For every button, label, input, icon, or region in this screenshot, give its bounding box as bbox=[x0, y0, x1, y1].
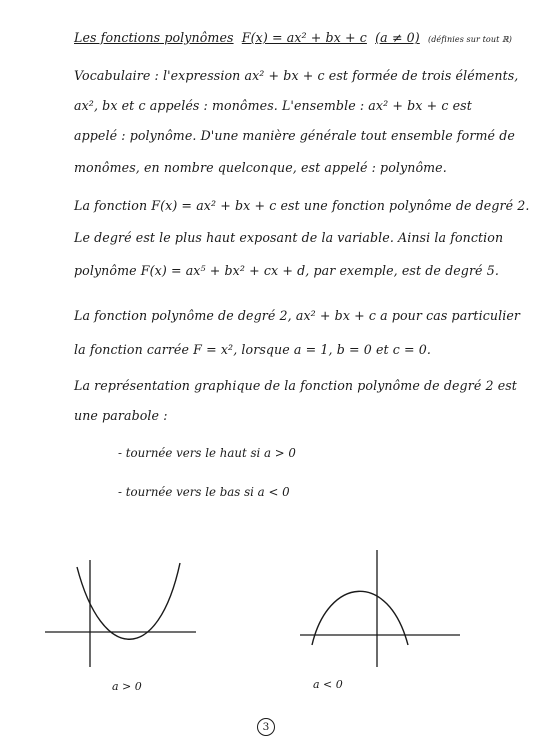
paragraph-line: Vocabulaire : l'expression ax² + bx + c est formée de trois éléments, bbox=[74, 68, 519, 83]
paragraph-line: une parabole : bbox=[74, 408, 168, 423]
paragraph-line: la fonction carrée F = x², lorsque a = 1, b = 0 et c = 0. bbox=[74, 342, 431, 357]
label-a-negative: a < 0 bbox=[313, 678, 343, 691]
page-number: 3 bbox=[257, 718, 275, 736]
paragraph-line: Le degré est le plus haut exposant de la variable. Ainsi la fonction bbox=[74, 230, 504, 245]
title-text: Les fonctions polynômes bbox=[74, 30, 234, 45]
page-title bbox=[74, 30, 512, 45]
paragraph-line: La fonction polynôme de degré 2, ax² + bx + c a pour cas particulier bbox=[74, 308, 521, 323]
paragraph-line: ax², bx et c appelés : monômes. L'ensemble : ax² + bx + c est bbox=[74, 98, 472, 113]
bullet-upward: - tournée vers le haut si a > 0 bbox=[118, 446, 296, 460]
paragraph-line: monômes, en nombre quelconque, est appelé : polynôme. bbox=[74, 160, 447, 175]
parabola-up-curve bbox=[77, 563, 180, 639]
paragraph-line: La fonction F(x) = ax² + bx + c est une fonction polynôme de degré 2. bbox=[74, 198, 530, 213]
label-a-positive: a > 0 bbox=[112, 680, 142, 693]
title-note: (définies sur tout ℝ) bbox=[427, 35, 512, 44]
parabola-down-curve bbox=[312, 591, 408, 645]
paragraph-line: La représentation graphique de la fonction polynôme de degré 2 est bbox=[74, 378, 517, 393]
paragraph-line: appelé : polynôme. D'une manière générale tout ensemble formé de bbox=[74, 128, 515, 143]
title-formula: F(x) = ax² + bx + c bbox=[241, 30, 367, 45]
parabola-down-graph bbox=[290, 545, 470, 675]
parabola-up-graph bbox=[40, 555, 205, 675]
bullet-downward: - tournée vers le bas si a < 0 bbox=[118, 485, 290, 499]
title-condition: (a ≠ 0) bbox=[375, 30, 420, 45]
paragraph-line: polynôme F(x) = ax⁵ + bx² + cx + d, par exemple, est de degré 5. bbox=[74, 263, 499, 278]
